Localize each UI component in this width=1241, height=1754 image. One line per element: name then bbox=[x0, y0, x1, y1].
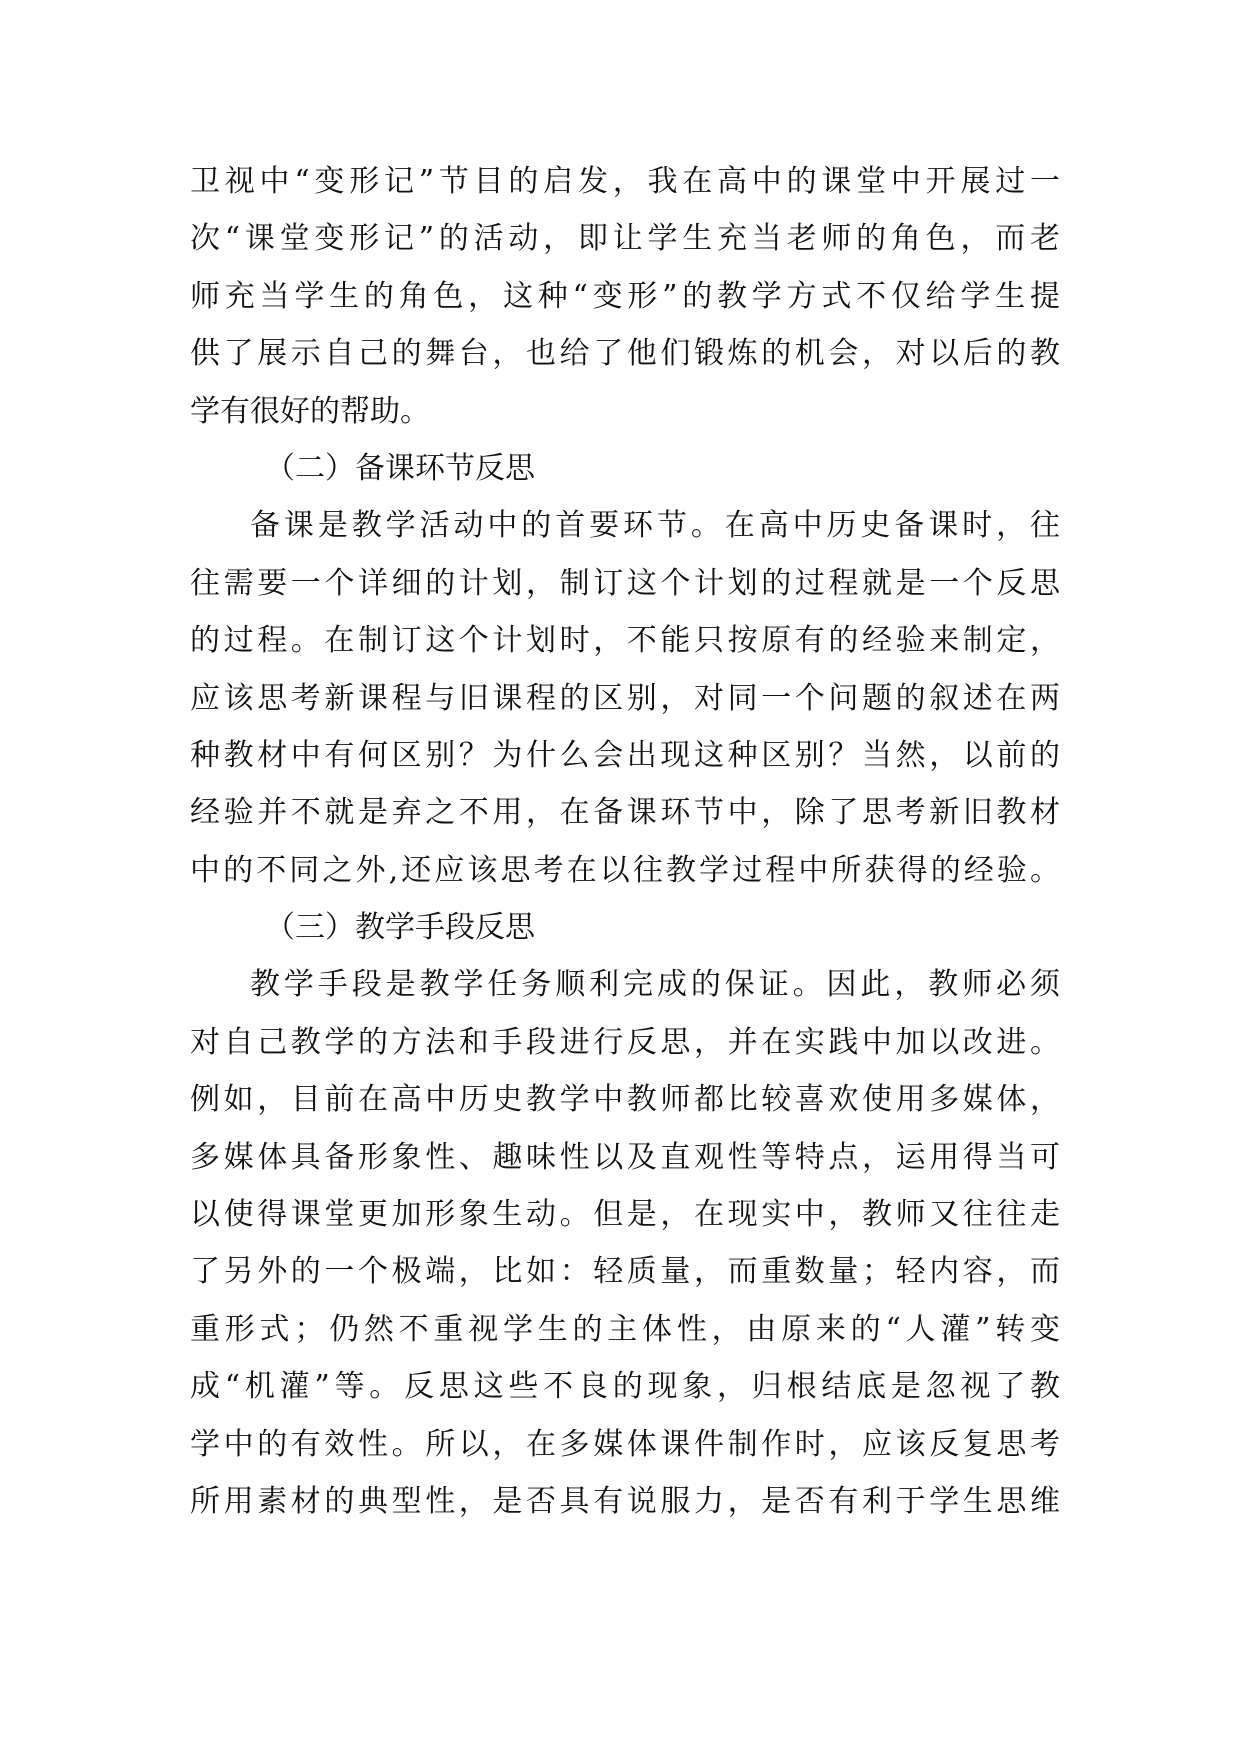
paragraph-line: 中的不同之外,还应该思考在以往教学过程中所获得的经验。 bbox=[190, 852, 1060, 888]
paragraph-line: 成“机灌”等。反思这些不良的现象，归根结底是忽视了教 bbox=[190, 1369, 1060, 1405]
paragraph-line: 对自己教学的方法和手段进行反思，并在实践中加以改进。 bbox=[190, 1024, 1060, 1060]
paragraph-line: 师充当学生的角色，这种“变形”的教学方式不仅给学生提 bbox=[190, 278, 1060, 314]
paragraph-line: 重形式；仍然不重视学生的主体性，由原来的“人灌”转变 bbox=[190, 1311, 1060, 1347]
paragraph-line: 往需要一个详细的计划，制订这个计划的过程就是一个反思 bbox=[190, 565, 1060, 601]
paragraph-line: 供了展示自己的舞台，也给了他们锻炼的机会，对以后的教 bbox=[190, 336, 1060, 372]
paragraph-line: 所用素材的典型性，是否具有说服力，是否有利于学生思维 bbox=[190, 1483, 1060, 1519]
paragraph-line: 经验并不就是弃之不用，在备课环节中，除了思考新旧教材 bbox=[190, 795, 1060, 831]
paragraph-line: 学中的有效性。所以，在多媒体课件制作时，应该反复思考 bbox=[190, 1426, 1060, 1462]
paragraph-line: 了另外的一个极端，比如：轻质量，而重数量；轻内容，而 bbox=[190, 1254, 1060, 1290]
paragraph-line: 多媒体具备形象性、趣味性以及直观性等特点，运用得当可 bbox=[190, 1139, 1060, 1175]
section-heading: （二）备课环节反思 bbox=[265, 450, 535, 486]
document-page bbox=[190, 153, 1060, 1530]
paragraph-line: 以使得课堂更加形象生动。但是，在现实中，教师又往往走 bbox=[190, 1197, 1060, 1233]
paragraph-line: 次“课堂变形记”的活动，即让学生充当老师的角色，而老 bbox=[190, 221, 1060, 257]
paragraph-line: 例如，目前在高中历史教学中教师都比较喜欢使用多媒体， bbox=[190, 1082, 1060, 1118]
paragraph-line: 卫视中“变形记”节目的启发，我在高中的课堂中开展过一 bbox=[190, 164, 1060, 199]
paragraph-line: 种教材中有何区别？为什么会出现这种区别？当然，以前的 bbox=[190, 737, 1060, 773]
paragraph-line: 应该思考新课程与旧课程的区别，对同一个问题的叙述在两 bbox=[190, 680, 1060, 716]
paragraph-line: 备课是教学活动中的首要环节。在高中历史备课时，往 bbox=[250, 508, 1060, 544]
section-heading: （三）教学手段反思 bbox=[265, 910, 535, 946]
paragraph-line: 教学手段是教学任务顺利完成的保证。因此，教师必须 bbox=[250, 967, 1060, 1003]
paragraph-line: 学有很好的帮助。 bbox=[190, 393, 430, 429]
paragraph-line: 的过程。在制订这个计划时，不能只按原有的经验来制定， bbox=[190, 623, 1060, 659]
